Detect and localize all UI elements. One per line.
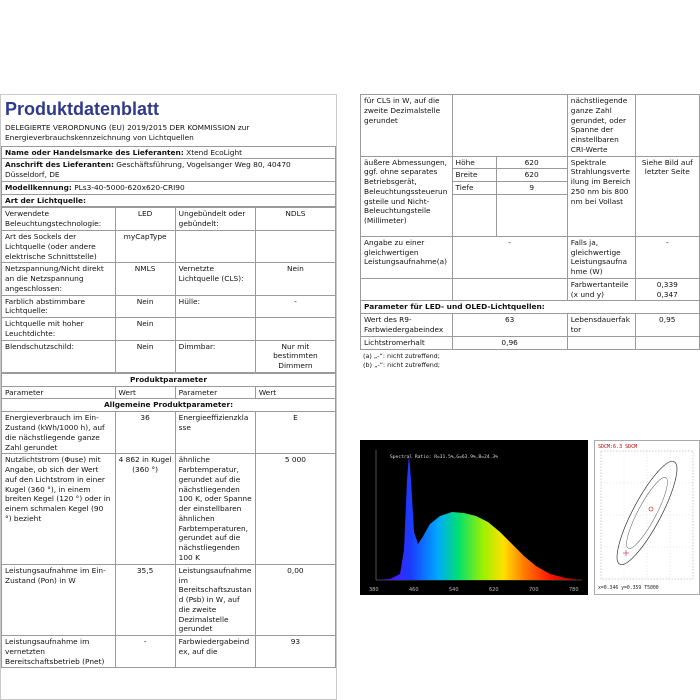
dim-empty-key — [452, 194, 496, 236]
product-parameters-header: Produktparameter — [2, 373, 336, 386]
type-param-2 — [175, 318, 255, 341]
general-parameters-header: Allgemeine Produktparameter: — [2, 399, 336, 412]
col-header-parameter-2: Parameter — [175, 386, 255, 399]
dim-width-key: Breite — [452, 169, 496, 182]
led-value-2 — [635, 336, 699, 349]
type-param-1: Art des Sockels der Lichtquelle (oder andere elektrische Schnittstelle) — [2, 231, 116, 263]
right-top-value-2 — [635, 95, 699, 157]
tick-540: 540 — [449, 587, 459, 593]
type-row — [2, 295, 336, 318]
col-header-parameter-1: Parameter — [2, 386, 116, 399]
type-value-1: LED — [115, 208, 175, 231]
right-row — [361, 236, 700, 278]
spectral-distribution-label: Spektrale Strahlungsverteilung im Bereich 250 nm bis 800 nm bei Vollast — [567, 156, 635, 236]
datasheet-left-page — [0, 94, 337, 700]
dim-height-value: 620 — [496, 156, 567, 169]
right-param-1 — [361, 278, 453, 301]
led-row — [361, 314, 700, 337]
sdcm-title: SDCM:6.3 SDCM — [598, 444, 638, 450]
type-value-1: myCapType — [115, 231, 175, 263]
type-param-1: Farblich abstimmbare Lichtquelle: — [2, 295, 116, 318]
led-param-2 — [567, 336, 635, 349]
type-param-2: Dimmbar: — [175, 340, 255, 372]
type-param-1: Blendschutzschild: — [2, 340, 116, 372]
led-row — [361, 336, 700, 349]
type-param-2: Ungebündelt oder gebündelt: — [175, 208, 255, 231]
supplier-table — [1, 146, 336, 208]
col-header-value-2: Wert — [255, 386, 335, 399]
type-row — [2, 263, 336, 295]
type-table — [1, 207, 336, 372]
parameters-table — [1, 373, 336, 668]
general-row — [2, 454, 336, 564]
dim-height-key: Höhe — [452, 156, 496, 169]
right-top-row — [361, 95, 700, 157]
led-value-1: 63 — [452, 314, 567, 337]
dim-empty-value — [496, 194, 567, 236]
type-param-2: Vernetzte Lichtquelle (CLS): — [175, 263, 255, 295]
dim-width-value: 620 — [496, 169, 567, 182]
tick-700: 700 — [529, 587, 539, 593]
model-label: Modellkennung: — [5, 182, 72, 192]
page-title: Produktdatenblatt — [5, 99, 160, 119]
right-top-param-1: für CLS in W, auf die zweite Dezimalstelle gerundet — [361, 95, 453, 157]
general-value-2: 5 000 — [255, 454, 335, 564]
right-value-2: 0,339 0,347 — [635, 278, 699, 301]
type-row — [2, 340, 336, 372]
type-value-2: - — [255, 295, 335, 318]
general-param-1: Leistungsaufnahme im Ein-Zustand (Pon) in W — [2, 564, 116, 635]
sdcm-ellipse-image — [594, 440, 700, 595]
type-param-1: Netzspannung/Nicht direkt an die Netzspannung angeschlossen: — [2, 263, 116, 295]
type-value-2: NDLS — [255, 208, 335, 231]
right-row — [361, 278, 700, 301]
spectrum-svg — [360, 440, 588, 595]
general-value-2: E — [255, 412, 335, 454]
spectral-distribution-image — [360, 440, 588, 595]
col-header-value-1: Wert — [115, 386, 175, 399]
sdcm-svg — [595, 441, 699, 594]
general-param-1: Nutzlichtstrom (Φuse) mit Angabe, ob sich der Wert auf den Lichtstrom in einer Kugel (360 °), in einem breiten Kegel (120 °) oder in einem schmalen Kegel (90 °) bezieht — [2, 454, 116, 564]
right-parameters-table — [360, 94, 700, 350]
footnotes — [360, 350, 700, 373]
general-value-1: - — [115, 636, 175, 668]
right-value-1: - — [452, 236, 567, 278]
footnote-a: (a) „-“: nicht zutreffend; — [363, 351, 440, 360]
type-value-1: Nein — [115, 340, 175, 372]
general-row — [2, 564, 336, 635]
type-row — [2, 208, 336, 231]
supplier-name-label: Name oder Handelsmarke des Lieferanten: — [5, 147, 184, 157]
type-value-1: Nein — [115, 295, 175, 318]
led-value-1: 0,96 — [452, 336, 567, 349]
general-value-2: 93 — [255, 636, 335, 668]
type-value-2 — [255, 231, 335, 263]
model-value: PLs3-40-5000-620x620-CRI90 — [74, 182, 185, 192]
tick-780: 780 — [569, 587, 579, 593]
sdcm-coordinates: x=0.346 y=0.359 T5000 — [598, 586, 659, 591]
type-param-2: Hülle: — [175, 295, 255, 318]
general-param-2: Energieeffizienzklasse — [175, 412, 255, 454]
tick-620: 620 — [489, 587, 499, 593]
supplier-name-value: Xtend EcoLight — [186, 147, 243, 157]
tick-380: 380 — [369, 587, 379, 593]
led-parameters-header: Parameter für LED- und OLED-Lichtquellen: — [361, 301, 700, 314]
type-value-1: Nein — [115, 318, 175, 341]
general-param-1: Energieverbrauch im Ein-Zustand (kWh/1000 h), auf die nächstliegende ganze Zahl gerundet — [2, 412, 116, 454]
general-value-2: 0,00 — [255, 564, 335, 635]
supplier-name-cell — [2, 146, 336, 159]
right-param-2: Falls ja, gleichwertige Leistungsaufnahme (W) — [567, 236, 635, 278]
general-param-2: Leistungsaufnahme im Bereitschaftszustand (Psb) in W, auf die zweite Dezimalstelle gerundet — [175, 564, 255, 635]
general-row — [2, 636, 336, 668]
regulation-intro: DELEGIERTE VERORDNUNG (EU) 2019/2015 DER KOMMISSION zur Energieverbrauchskennzeichnung von Lichtquellen — [5, 123, 250, 143]
dim-depth-value: 9 — [496, 182, 567, 195]
spectral-distribution-value: Siehe Bild auf letzter Seite — [635, 156, 699, 236]
dimensions-label: äußere Abmessungen, ggf. ohne separates Betriebsgerät, Beleuchtungssteuerungsteile und Nicht-Beleuchtungsteile (Millimeter) — [361, 156, 453, 236]
led-param-1: Wert des R9-Farbwiedergabeindex — [361, 314, 453, 337]
general-value-1: 36 — [115, 412, 175, 454]
supplier-address-label: Anschrift des Lieferanten: — [5, 160, 114, 170]
general-param-2: Farbwiedergabeindex, auf die — [175, 636, 255, 668]
right-value-2: - — [635, 236, 699, 278]
footnote-b: (b) „-“: nicht zutreffend; — [363, 361, 441, 370]
right-param-1: Angabe zu einer gleichwertigen Leistungsaufnahme(a) — [361, 236, 453, 278]
led-param-1: Lichtstromerhalt — [361, 336, 453, 349]
general-row — [2, 412, 336, 454]
type-value-2 — [255, 318, 335, 341]
right-value-1 — [452, 278, 567, 301]
type-param-2 — [175, 231, 255, 263]
dim-depth-key: Tiefe — [452, 182, 496, 195]
type-value-2: Nein — [255, 263, 335, 295]
spectrum-ratio-label: Spectral Ratio: R=31.5%,G=63.9%,B=24.3% — [390, 455, 498, 460]
supplier-address-cell — [2, 159, 336, 182]
led-param-2: Lebensdauerfaktor — [567, 314, 635, 337]
general-value-1: 35,5 — [115, 564, 175, 635]
type-row — [2, 231, 336, 263]
right-top-value-1 — [452, 95, 567, 157]
type-row — [2, 318, 336, 341]
general-value-1: 4 862 in Kugel (360 °) — [115, 454, 175, 564]
general-param-1: Leistungsaufnahme im vernetzten Bereitschaftsbetrieb (Pnet) — [2, 636, 116, 668]
type-value-2: Nur mit bestimmten Dimmern — [255, 340, 335, 372]
led-value-2: 0,95 — [635, 314, 699, 337]
model-cell — [2, 181, 336, 194]
right-top-param-2: nächstliegende ganze Zahl gerundet, oder Spanne der einstellbaren CRI-Werte — [567, 95, 635, 157]
general-param-2: ähnliche Farbtemperatur, gerundet auf die nächstliegenden 100 K, oder Spanne der einstellbaren ähnlichen Farbtemperaturen, gerundet auf die nächstliegenden 100 K — [175, 454, 255, 564]
datasheet-right-page — [360, 94, 700, 384]
tick-460: 460 — [409, 587, 419, 593]
light-source-type-label: Art der Lichtquelle: — [2, 194, 336, 207]
right-param-2: Farbwertanteile (x und y) — [567, 278, 635, 301]
type-value-1: NMLS — [115, 263, 175, 295]
type-param-1: Verwendete Beleuchtungstechnologie: — [2, 208, 116, 231]
supplier-address-value: Geschäftsführung, Vogelsanger Weg 80, 40470 Düsseldorf, DE — [5, 160, 291, 180]
type-param-1: Lichtquelle mit hoher Leuchtdichte: — [2, 318, 116, 341]
